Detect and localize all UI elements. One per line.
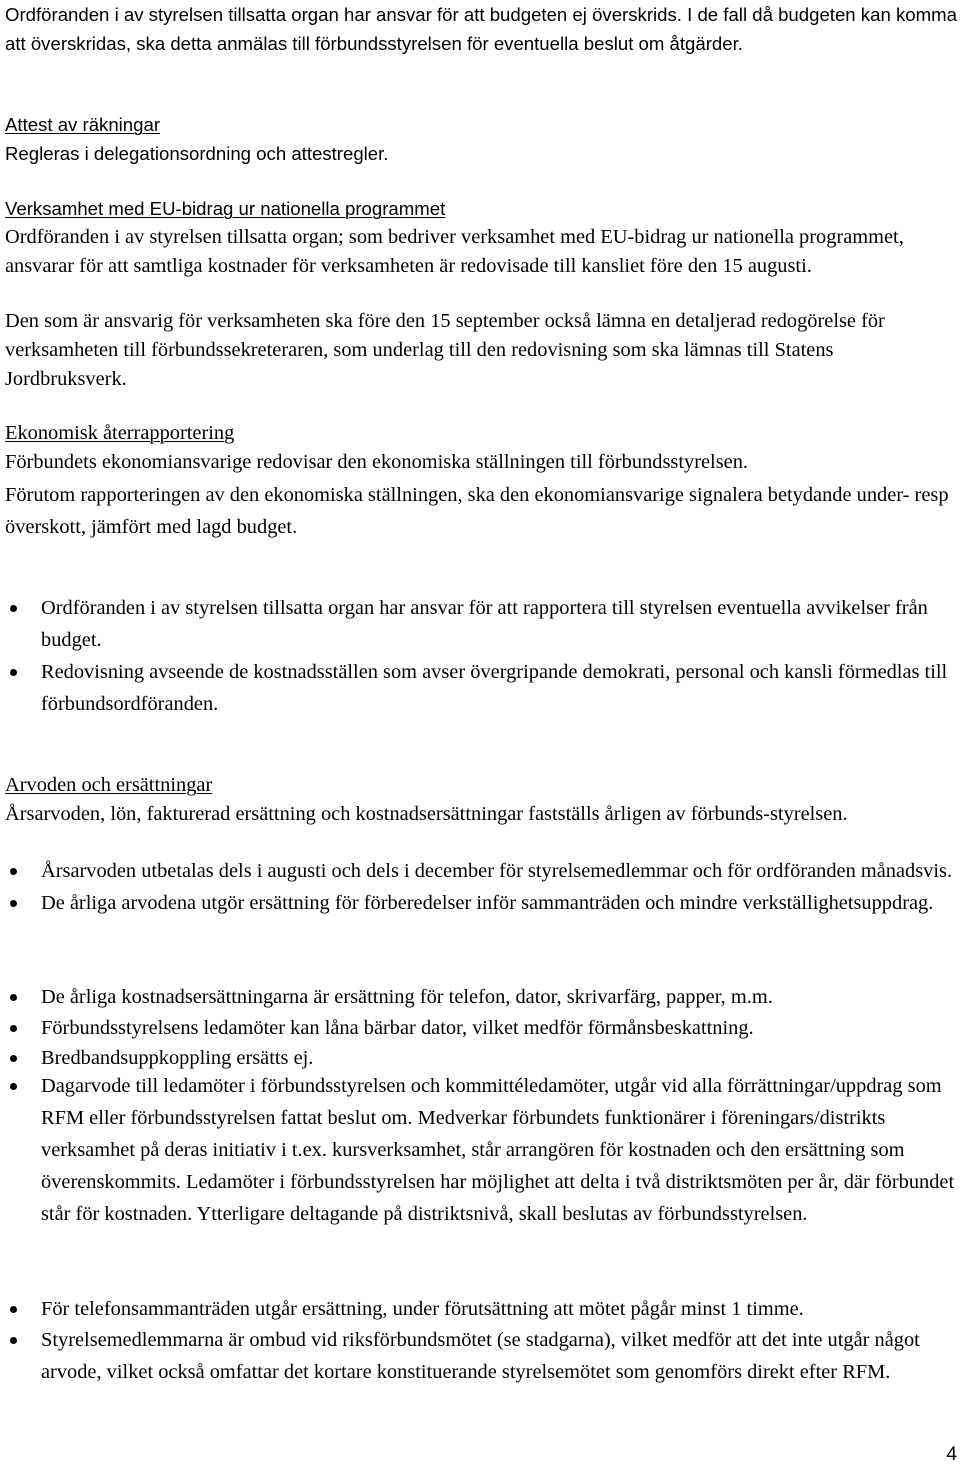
list-item [5, 1013, 960, 1044]
list-item [5, 1043, 960, 1074]
attest-heading: Attest av räkningar [5, 114, 161, 135]
list-item [5, 592, 960, 656]
list-item-text: Årsarvoden utbetalas dels i augusti och dels i december för styrelsemedlemmar och för ordföranden månadsvis. [41, 860, 953, 882]
fees-bullet-list-a [5, 855, 960, 919]
list-item-text: Redovisning avseende de kostnadsställen som avser övergripande demokrati, personal och kansli förmedlas till förbundsordföranden. [41, 661, 948, 715]
fees-paragraph: Årsarvoden, lön, fakturerad ersättning och kostnadsersättningar fastställs årligen av förbunds-styrelsen. [5, 803, 848, 825]
list-item-text: Styrelsemedlemmarna är ombud vid riksförbundsmötet (se stadgarna), vilket medför att det inte utgår något arvode, vilket också omfattar det kortare konstituerande styrelsemötet som genomförs direkt efter RFM. [41, 1329, 920, 1383]
list-item [5, 1070, 960, 1230]
list-item [5, 855, 960, 887]
intro-paragraph: Ordföranden i av styrelsen tillsatta organ har ansvar för att budgeten ej överskrids. I de fall då budgeten kan komma att överskridas, ska detta anmälas till förbundsstyrelsen för eventuella beslut om åtgärder. [5, 4, 957, 54]
bullet-icon [10, 900, 17, 907]
fees-bullet-list-e [5, 1324, 960, 1388]
list-item-text: För telefonsammanträden utgår ersättning, under förutsättning att mötet pågår minst 1 timme. [41, 1298, 804, 1320]
eu-heading-block [5, 194, 957, 223]
list-item [5, 887, 960, 919]
reporting-heading: Ekonomisk återrapportering [5, 422, 235, 444]
attest-text: Regleras i delegationsordning och attestregler. [5, 143, 389, 164]
list-item [5, 656, 960, 720]
bullet-icon [10, 1055, 17, 1062]
list-item-text: Ordföranden i av styrelsen tillsatta organ har ansvar för att rapportera till styrelsen eventuella avvikelser från budget. [41, 597, 928, 651]
eu-paragraph-1: Ordföranden i av styrelsen tillsatta organ; som bedriver verksamhet med EU-bidrag ur nationella programmet, ansvarar för att samtliga kostnader för verksamheten är redovisade till kansliet före den 15 augusti. [5, 226, 904, 277]
list-item-text: Dagarvode till ledamöter i förbundsstyrelsen och kommittéledamöter, utgår vid alla förrättningar/uppdrag som RFM eller förbundsstyrelsen fattat beslut om. Medverkar förbundets funktionärer i föreningars/distrikts verksamhet på deras initiativ i t.ex. kursverksamhet, står arrangören för kostnaden och den ersättning som överenskommits. Ledamöter i förbundsstyrelsen har möjlighet att delta i två distriktsmöten per år, där förbundet står för kostnaden. Ytterligare deltagande på distriktsnivå, skall beslutas av förbundsstyrelsen. [41, 1075, 955, 1225]
eu-heading: Verksamhet med EU-bidrag ur nationella programmet [5, 198, 446, 219]
bullet-icon [10, 1083, 17, 1090]
fees-heading-block [5, 771, 957, 800]
eu-paragraph-2: Den som är ansvarig för verksamheten ska före den 15 september också lämna en detaljerad redogörelse för verksamheten till förbundssekreteraren, som underlag till den redovisning som ska lämnas till Statens Jordbruksverk. [5, 310, 885, 390]
reporting-heading-block [5, 419, 957, 448]
reporting-bullet-list [5, 592, 960, 720]
list-item [5, 1294, 960, 1325]
list-item [5, 1324, 960, 1388]
bullet-icon [10, 669, 17, 676]
list-item-text: De årliga kostnadsersättningarna är ersättning för telefon, dator, skrivarfärg, papper, m.m. [41, 986, 773, 1008]
reporting-paragraph-2: Förutom rapporteringen av den ekonomiska ställningen, ska den ekonomiansvarige signalera betydande under- resp överskott, jämfört med lagd budget. [5, 484, 949, 538]
bullet-icon [10, 1337, 17, 1344]
list-item-text: Bredbandsuppkoppling ersätts ej. [41, 1047, 314, 1069]
bullet-icon [10, 994, 17, 1001]
bullet-icon [10, 1025, 17, 1032]
list-item [5, 982, 960, 1013]
page-number: 4 [946, 1444, 957, 1465]
bullet-icon [10, 868, 17, 875]
fees-bullet-list-b [5, 982, 960, 1074]
bullet-icon [10, 605, 17, 612]
fees-bullet-list-d [5, 1294, 960, 1325]
list-item-text: De årliga arvodena utgör ersättning för förberedelser inför sammanträden och mindre verkställighetsuppdrag. [41, 892, 934, 914]
bullet-icon [10, 1306, 17, 1313]
fees-bullet-list-c [5, 1070, 960, 1230]
fees-heading: Arvoden och ersättningar [5, 774, 213, 796]
reporting-paragraph-1: Förbundets ekonomiansvarige redovisar den ekonomiska ställningen till förbundsstyrelsen. [5, 451, 748, 473]
attest-section [5, 110, 957, 168]
list-item-text: Förbundsstyrelsens ledamöter kan låna bärbar dator, vilket medför förmånsbeskattning. [41, 1016, 754, 1039]
